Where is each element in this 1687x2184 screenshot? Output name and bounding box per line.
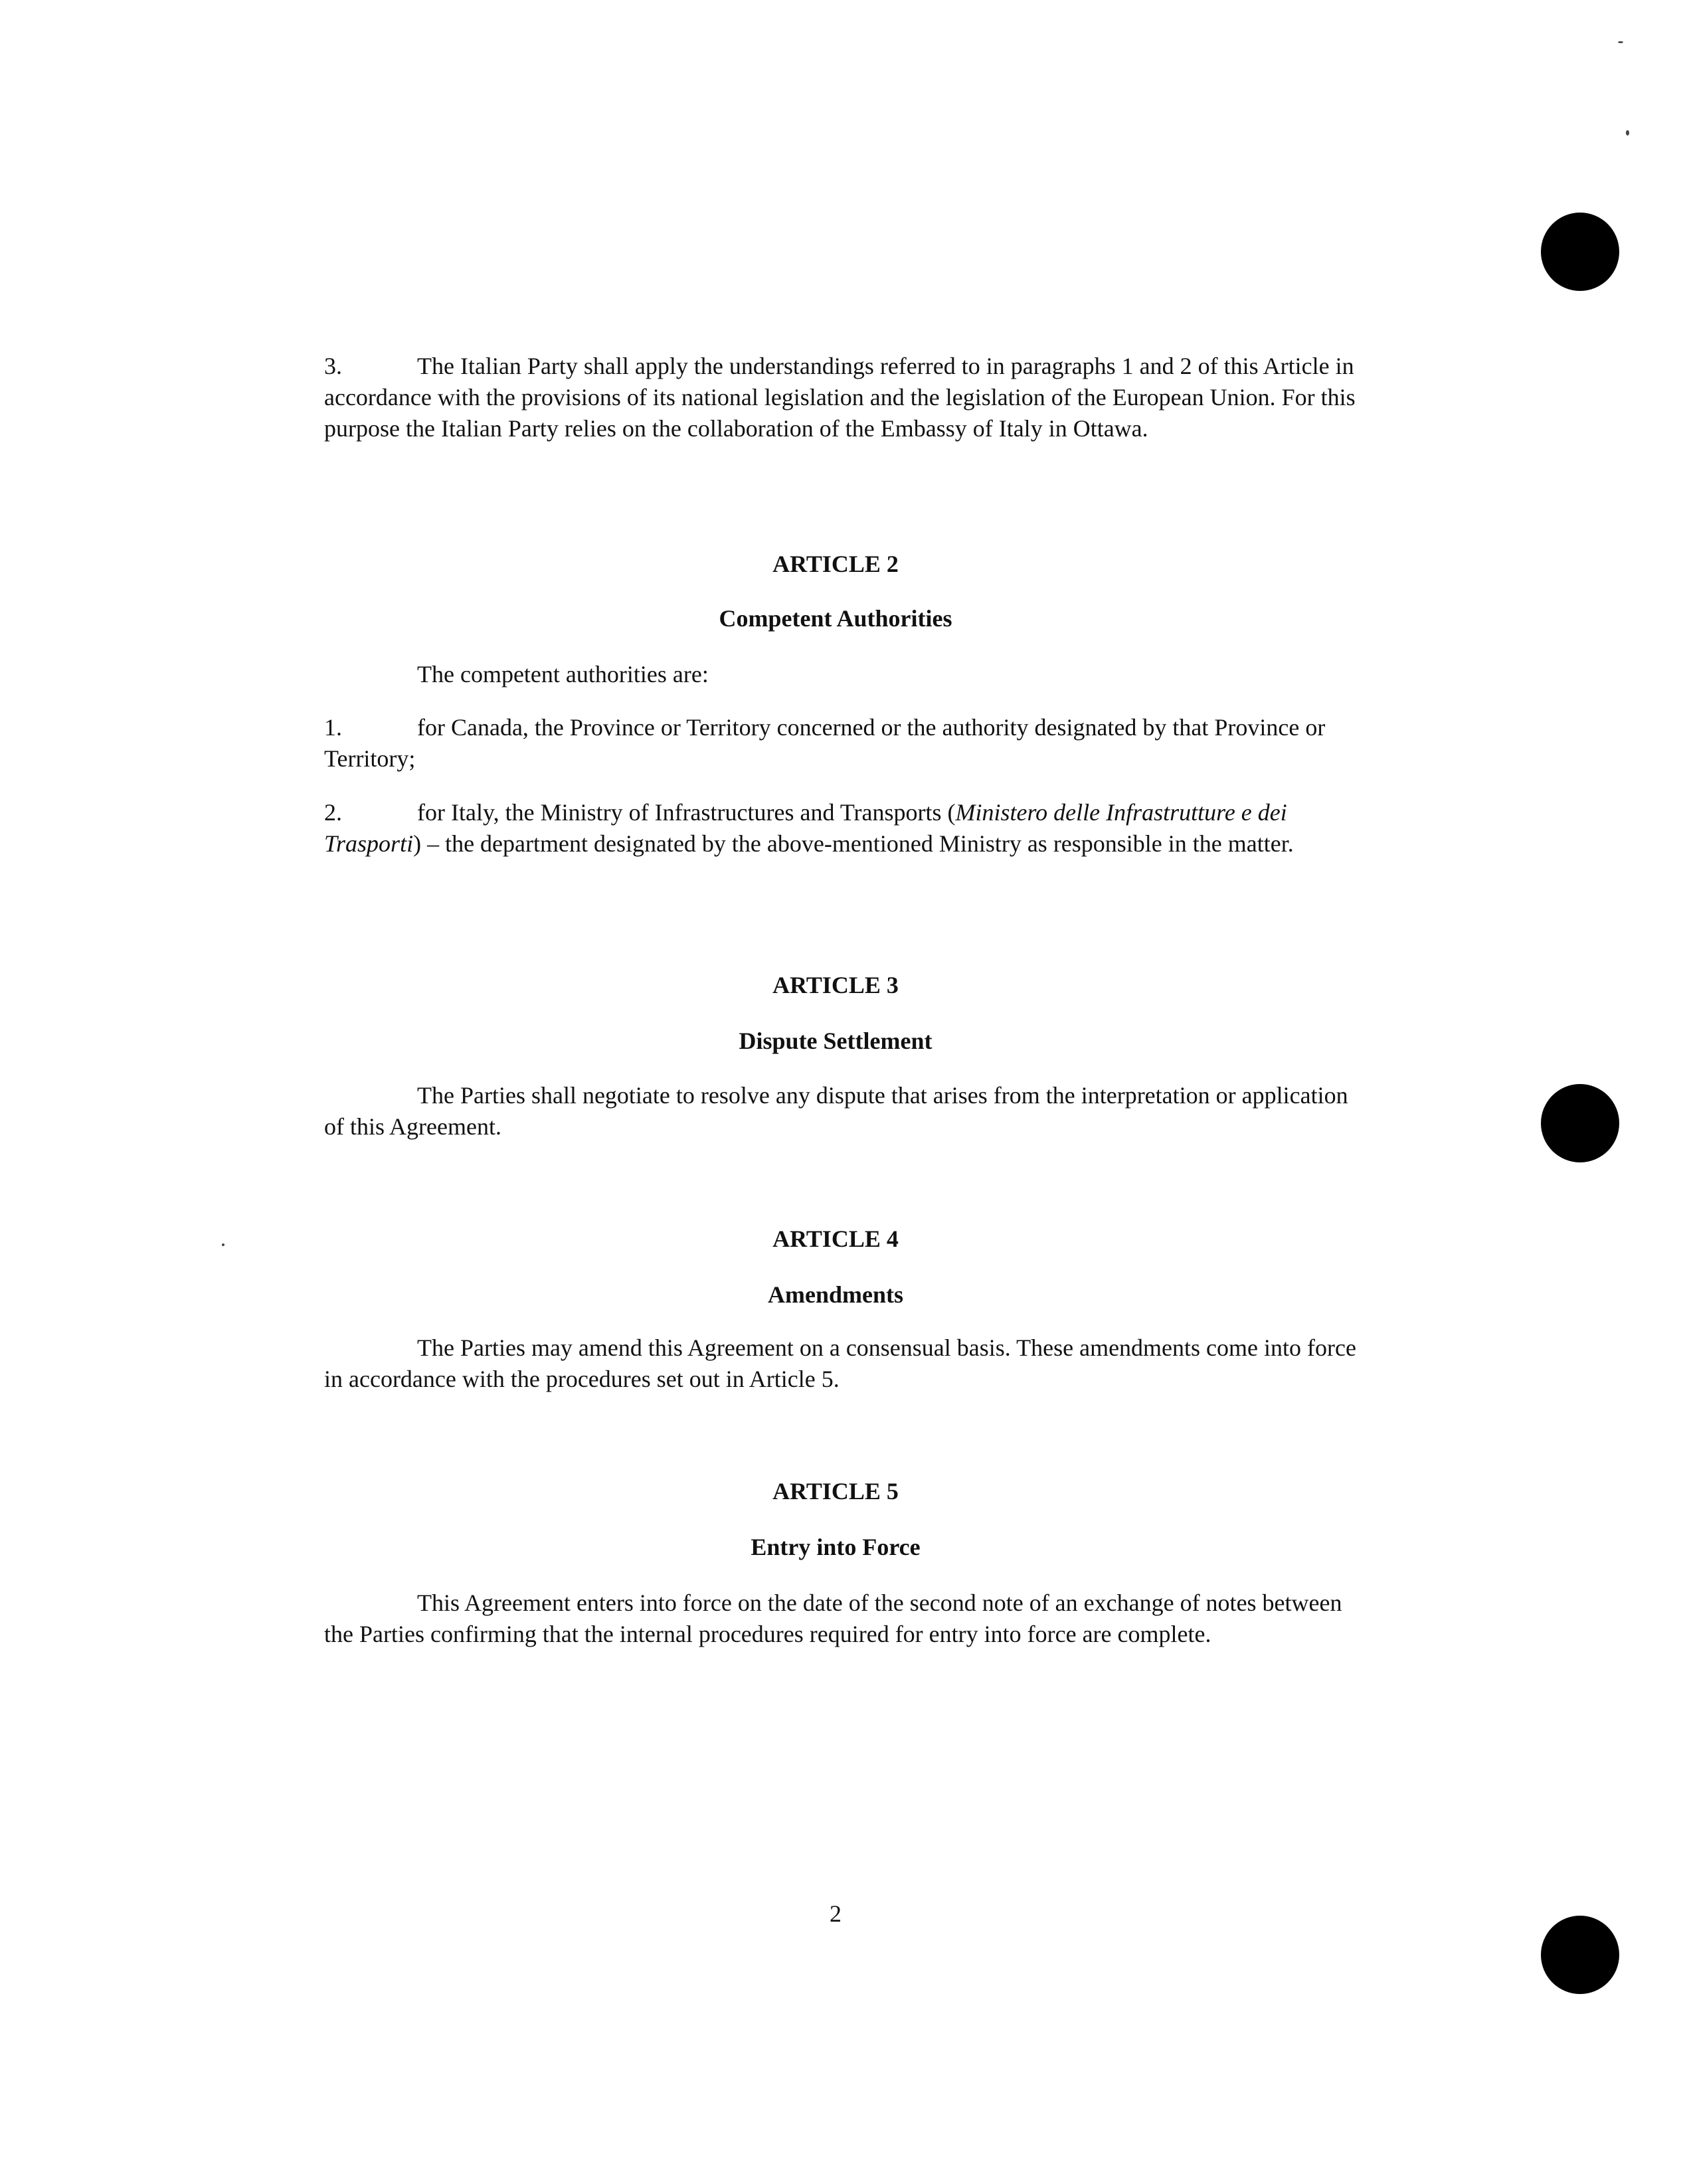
article-4-text: The Parties may amend this Agreement on a consensual basis. These amendments come into force in accordance with the procedures set out in Article 5. [324,1334,1356,1392]
item-text-after: ) – the department designated by the above-mentioned Ministry as responsible in the matter. [413,830,1294,857]
article-2-item-2 [324,797,1360,860]
punch-hole-top [1541,213,1619,291]
item-number: 2. [324,799,342,826]
article-4-subtitle: Amendments [768,1281,903,1308]
paragraph-text: The Italian Party shall apply the understandings referred to in paragraphs 1 and 2 of this Article in accordance with the provisions of its national legislation and the legislation of the European Union. For this purpose the Italian Party relies on the collaboration of the Embassy of Italy in Ottawa. [324,353,1356,442]
item-text-italic: Ministero delle Infrastrutture e dei Trasporti [324,799,1287,857]
paragraph-3 [324,351,1360,444]
article-5-subtitle: Entry into Force [751,1534,921,1560]
article-2-title: ARTICLE 2 [772,551,899,577]
article-2-intro: The competent authorities are: [417,661,709,687]
scan-speck [1626,130,1629,136]
scan-speck [1618,41,1623,43]
item-number: 1. [324,714,342,741]
article-2-subtitle: Competent Authorities [719,605,952,632]
page-number: 2 [830,1900,842,1927]
article-3-title: ARTICLE 3 [772,972,899,998]
article-5-title: ARTICLE 5 [772,1478,899,1504]
article-2-item-1 [324,712,1360,774]
punch-hole-middle [1541,1084,1619,1162]
article-5-text: This Agreement enters into force on the date of the second note of an exchange of notes between the Parties confirming that the internal procedures required for entry into force are complete. [324,1590,1342,1647]
article-3-text: The Parties shall negotiate to resolve any dispute that arises from the interpretation or application of this Agreement. [324,1082,1348,1140]
item-text-before: for Italy, the Ministry of Infrastructures and Transports ( [417,799,956,826]
paragraph-number: 3. [324,353,342,379]
item-text: for Canada, the Province or Territory concerned or the authority designated by that Province or Territory; [324,714,1326,772]
article-4-title: ARTICLE 4 [772,1226,899,1252]
article-3-subtitle: Dispute Settlement [739,1028,932,1054]
